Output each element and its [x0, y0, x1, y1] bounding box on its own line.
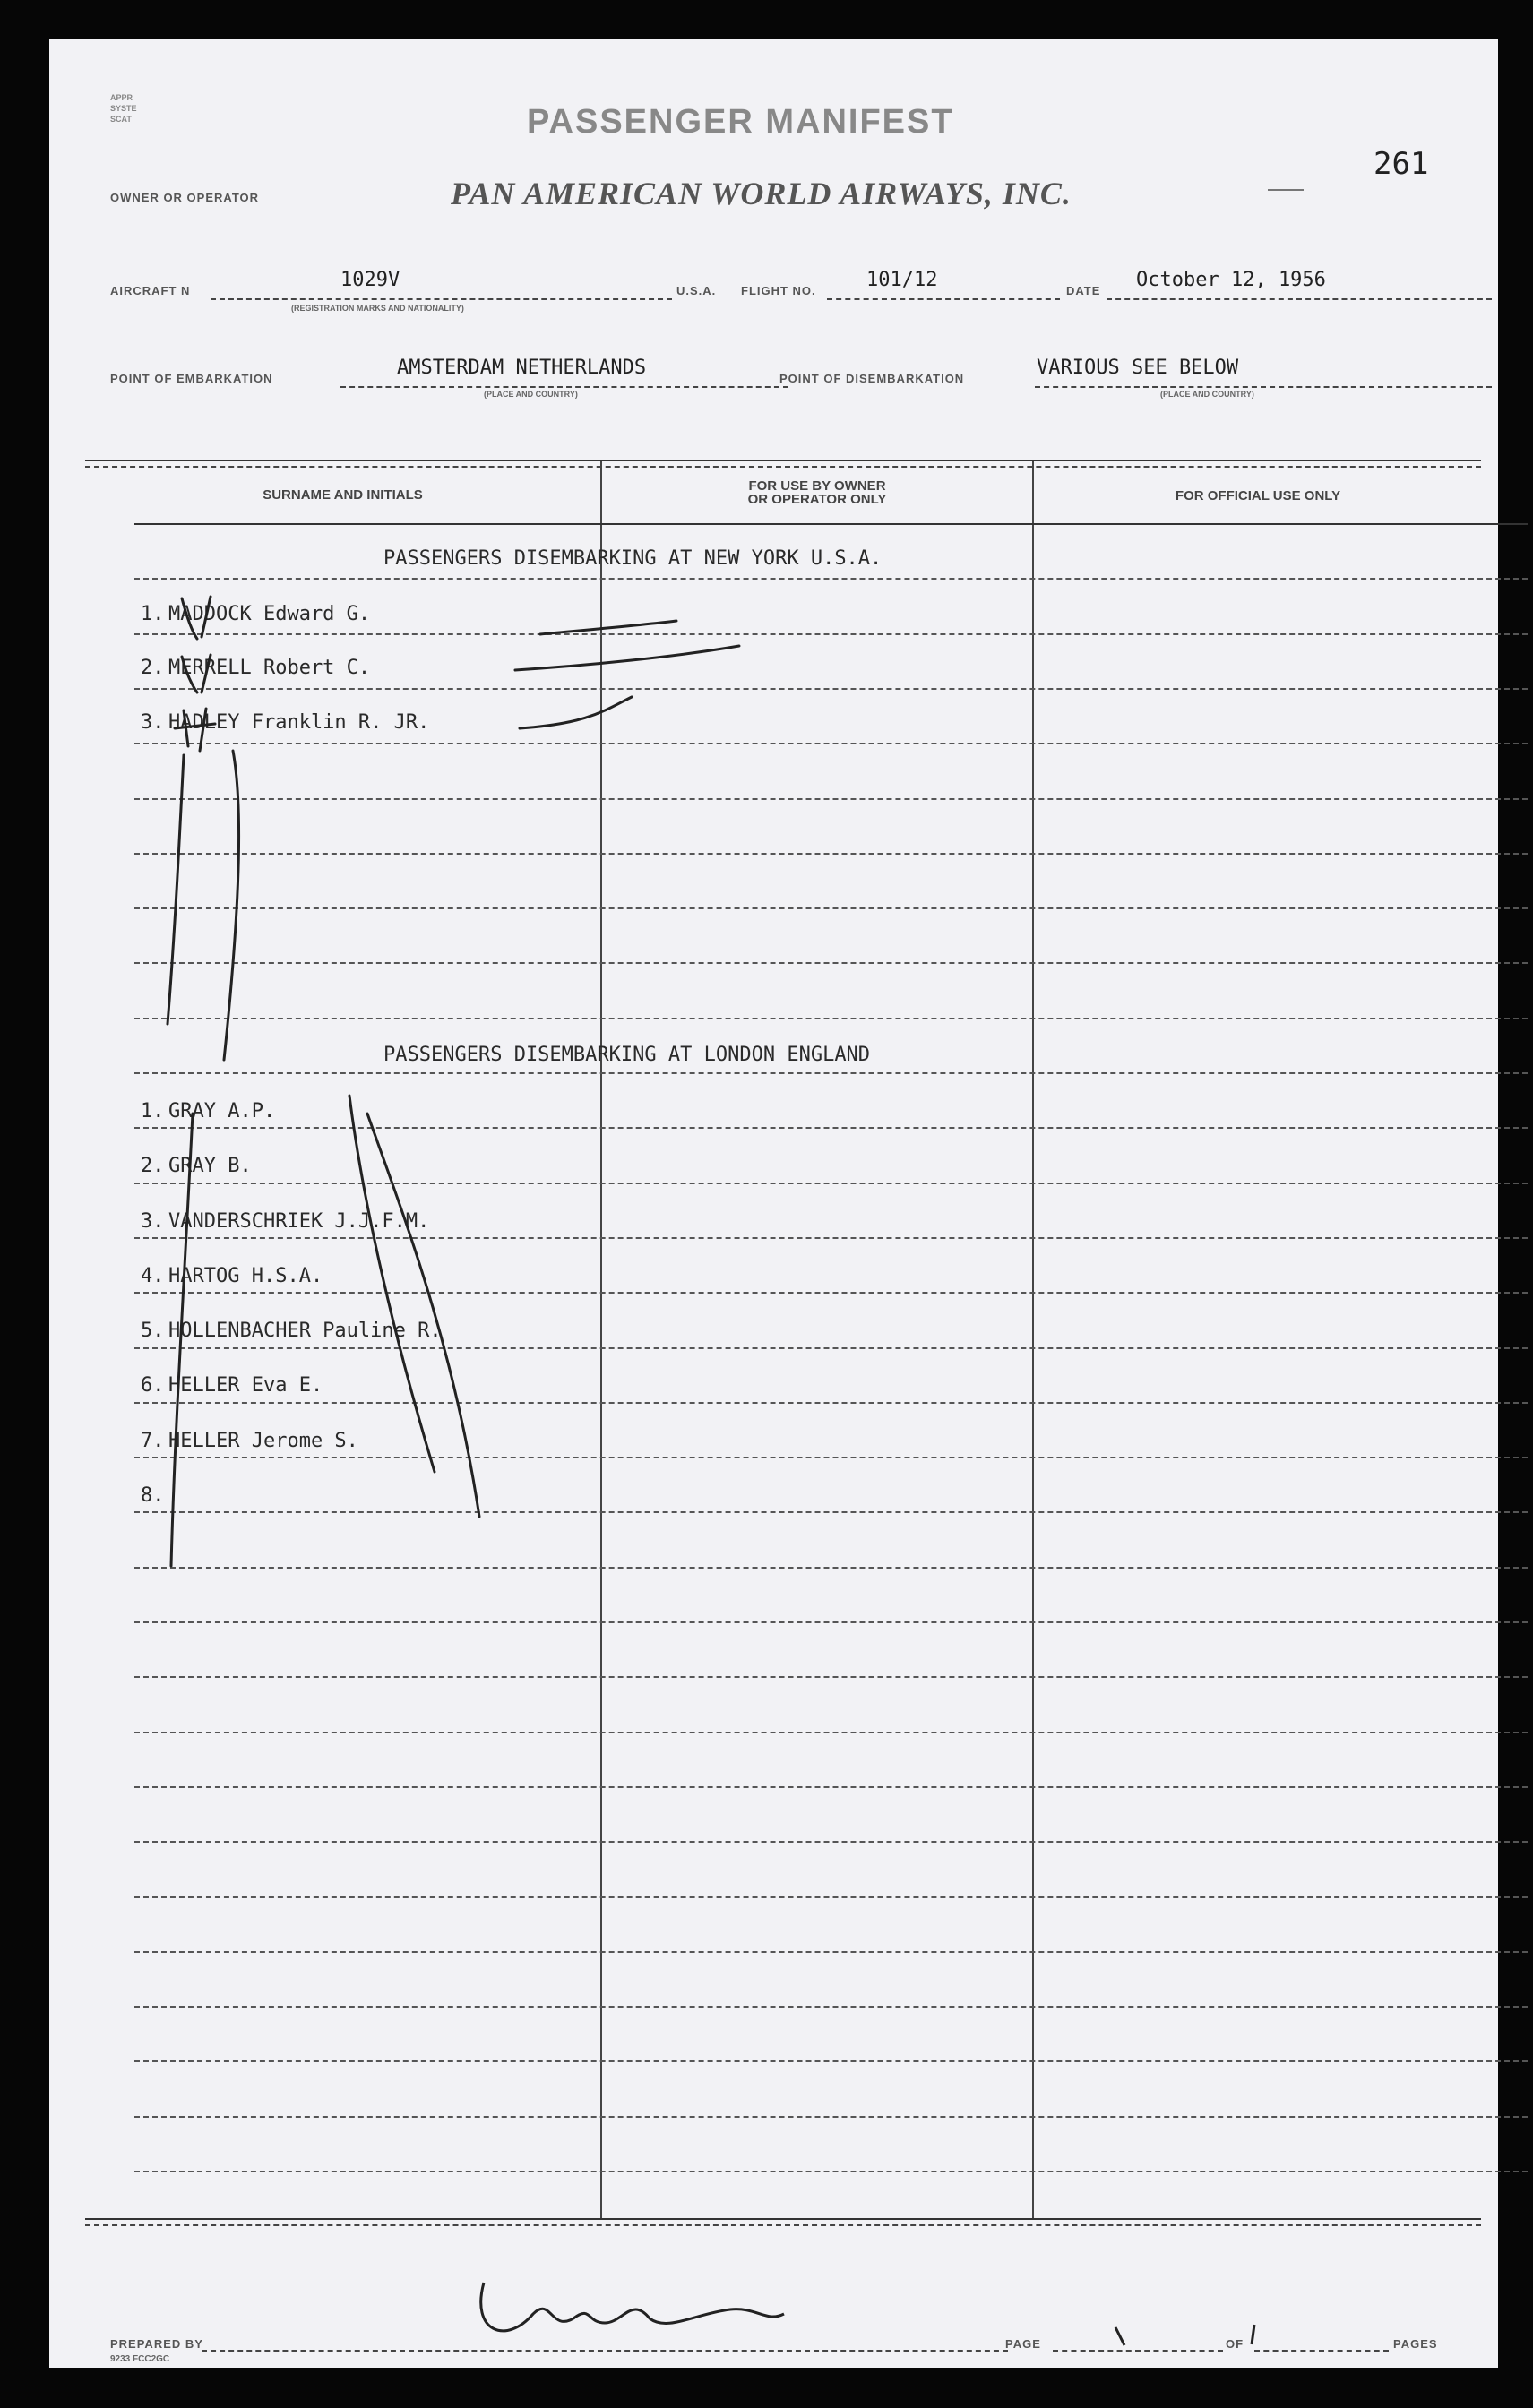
section-heading-new-york: PASSENGERS DISEMBARKING AT NEW YORK U.S.A.: [383, 547, 883, 570]
passenger-name: GRAY B.: [168, 1155, 252, 1177]
strike-line: [540, 621, 676, 634]
nationality: U.S.A.: [676, 284, 717, 297]
passenger-number: 5.: [141, 1320, 165, 1342]
date-value: October 12, 1956: [1136, 269, 1326, 291]
page-label: PAGE: [1005, 2337, 1041, 2351]
passenger-name: GRAY A.P.: [168, 1100, 276, 1122]
embarkation-value: AMSTERDAM NETHERLANDS: [397, 357, 647, 379]
column-official-use: FOR OFFICIAL USE ONLY: [1175, 488, 1341, 503]
aircraft-label: AIRCRAFT N: [110, 284, 191, 297]
document-title: PASSENGER MANIFEST: [527, 103, 954, 141]
passenger-name: HELLER Jerome S.: [168, 1430, 358, 1452]
owner-label: OWNER OR OPERATOR: [110, 191, 260, 204]
passenger-number: 4.: [141, 1265, 165, 1287]
sheet-number: 261: [1374, 146, 1429, 182]
pages-label: PAGES: [1393, 2337, 1438, 2351]
bracket-line: [168, 755, 184, 1024]
page-value: [1117, 2325, 1128, 2346]
owner-operator: PAN AMERICAN WORLD AIRWAYS, INC.: [451, 176, 1072, 211]
passenger-name: MADDOCK Edward G.: [168, 603, 371, 625]
embarkation-note: (PLACE AND COUNTRY): [484, 390, 578, 399]
aircraft-value: 1029V: [340, 269, 400, 291]
passenger-name: HOLLENBACHER Pauline R.: [168, 1320, 442, 1342]
of-label: OF: [1226, 2337, 1244, 2351]
check-mark: [202, 655, 211, 692]
check-mark: [175, 709, 215, 751]
column-surname: SURNAME AND INITIALS: [263, 487, 423, 503]
check-mark: [182, 657, 197, 692]
date-label: DATE: [1066, 284, 1101, 297]
bracket-line: [367, 1114, 479, 1517]
of-value: [1254, 2325, 1265, 2346]
stamp-line: SYSTE: [110, 104, 137, 113]
passenger-number: 8.: [141, 1484, 165, 1507]
bracket-line: [224, 751, 239, 1060]
passenger-number: 6.: [141, 1374, 165, 1397]
passenger-name: HARTOG H.S.A.: [168, 1265, 323, 1287]
bracket-line: [349, 1096, 435, 1472]
passenger-name: HELLER Eva E.: [168, 1374, 323, 1397]
passenger-number: 3.: [141, 711, 165, 734]
form-number: 9233 FCC2GC: [110, 2354, 170, 2364]
passenger-number: 7.: [141, 1430, 165, 1452]
bracket-line: [171, 1114, 193, 1566]
passenger-name: HADLEY Franklin R. JR.: [168, 711, 430, 734]
flight-number-value: 101/12: [866, 269, 938, 291]
strike-line: [515, 646, 739, 670]
stamp-line: SCAT: [110, 115, 132, 124]
section-heading-london: PASSENGERS DISEMBARKING AT LONDON ENGLAND: [383, 1044, 871, 1066]
manifest-sheet: [49, 39, 1498, 2368]
passenger-number: 2.: [141, 1155, 165, 1177]
handwritten-marks: [49, 39, 1498, 2368]
passenger-number: 1.: [141, 603, 165, 625]
check-mark: [182, 598, 197, 639]
passenger-number: 2.: [141, 657, 165, 679]
strike-line: [520, 697, 632, 728]
passenger-name: MERRELL Robert C.: [168, 657, 371, 679]
disembarkation-value: VARIOUS SEE BELOW: [1037, 357, 1239, 379]
disembarkation-note: (PLACE AND COUNTRY): [1160, 390, 1254, 399]
check-mark: [202, 597, 211, 637]
passenger-number: 1.: [141, 1100, 165, 1122]
preparer-signature: [481, 2283, 784, 2331]
passenger-number: 3.: [141, 1210, 165, 1233]
disembarkation-label: POINT OF DISEMBARKATION: [779, 372, 965, 385]
column-owner-use-line2: OR OPERATOR ONLY: [747, 492, 887, 507]
prepared-by-label: PREPARED BY: [110, 2337, 203, 2351]
flight-number-label: FLIGHT NO.: [741, 284, 816, 297]
passenger-name: VANDERSCHRIEK J.J.F.M.: [168, 1210, 430, 1233]
registration-note: (REGISTRATION MARKS AND NATIONALITY): [291, 304, 464, 313]
embarkation-label: POINT OF EMBARKATION: [110, 372, 273, 385]
stamp-line: APPR: [110, 93, 133, 102]
column-owner-use-line1: FOR USE BY OWNER: [748, 478, 886, 494]
